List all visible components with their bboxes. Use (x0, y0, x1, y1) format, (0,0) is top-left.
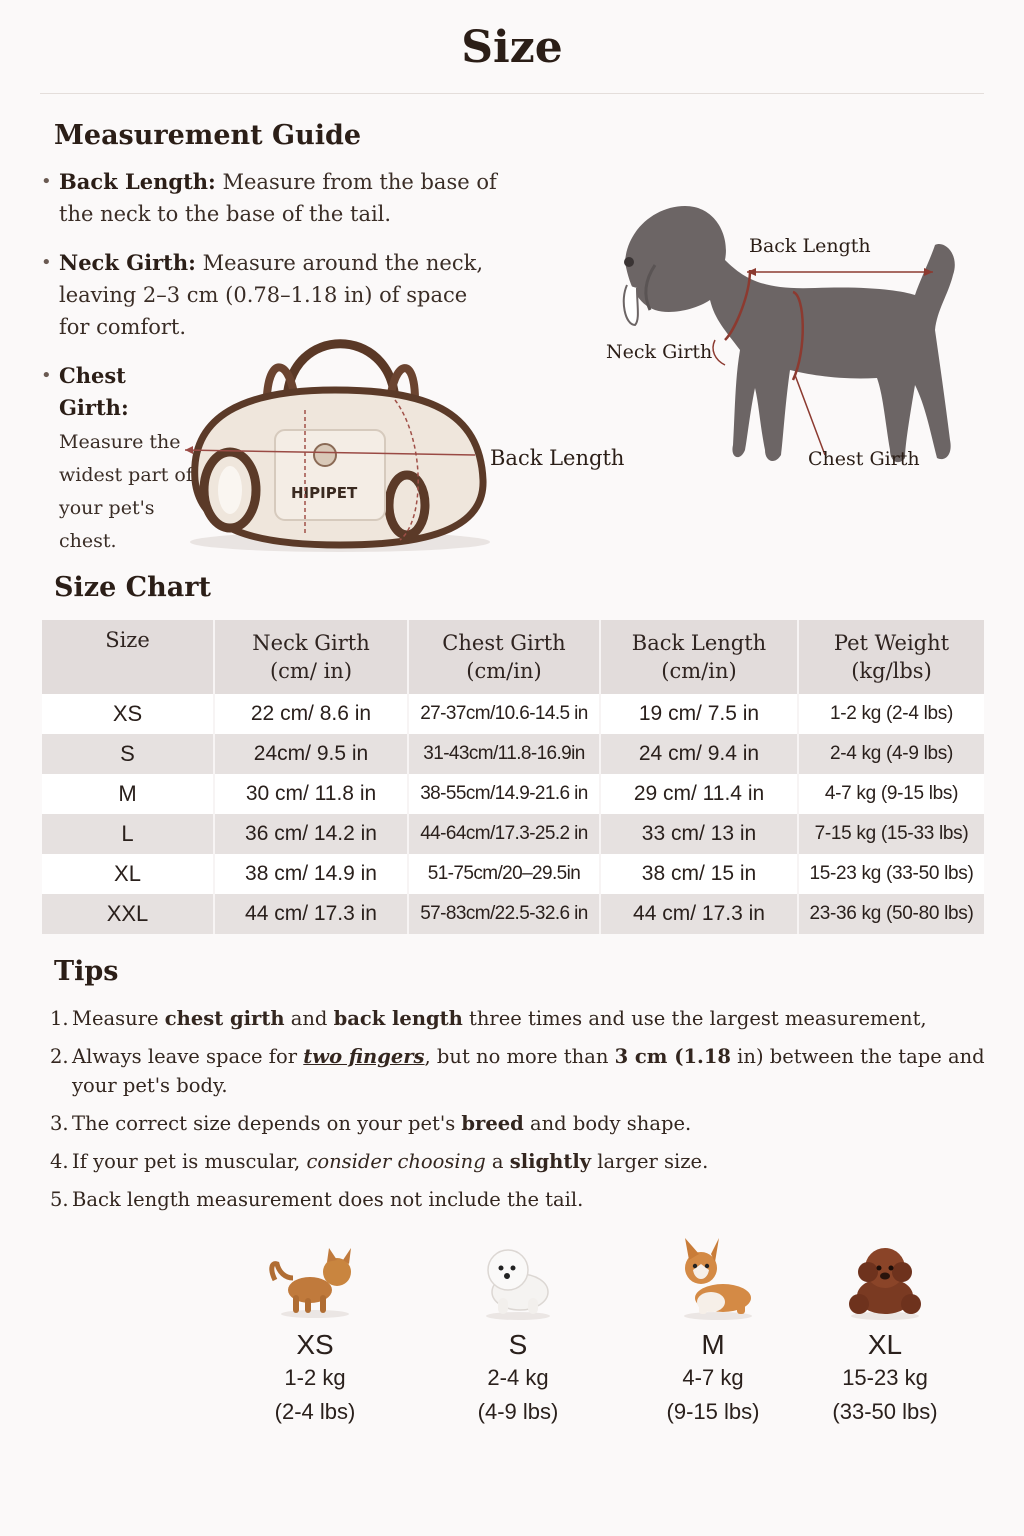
tip-text: in) between the tape and your pet's body. (72, 1045, 985, 1097)
column-name: Chest Girth (442, 631, 566, 655)
tip-item (50, 1004, 990, 1033)
tip-emphasis: back length (333, 1007, 463, 1030)
column-unit: (cm/in) (661, 659, 737, 683)
table-row (42, 854, 984, 894)
column-name: Back Length (631, 631, 767, 655)
cell-size: XXL (42, 894, 214, 934)
cell-back: 24 cm/ 9.4 in (600, 734, 798, 774)
tips-heading: Tips (54, 956, 119, 987)
measurement-guide-heading: Measurement Guide (54, 120, 362, 151)
table-header-row (42, 620, 984, 694)
cell-weight: 7-15 kg (15-33 lbs) (798, 814, 984, 854)
carrier-back-length-label: Back Length (490, 446, 625, 470)
table-row (42, 814, 984, 854)
bullet-icon: • (41, 252, 52, 273)
tips-list (50, 1004, 990, 1223)
pet-lbs-label: (33-50 lbs) (832, 1399, 938, 1424)
size-chart-heading: Size Chart (54, 572, 211, 603)
tip-number: 2. (50, 1045, 69, 1068)
column-name: Neck Girth (252, 631, 370, 655)
cell-size: M (42, 774, 214, 814)
tip-text: The correct size depends on your pet's (72, 1112, 462, 1135)
pet-kg-label: 2-4 kg (487, 1365, 549, 1390)
tip-emphasis: 3 cm (1.18 (614, 1045, 731, 1068)
dog-chest-girth-label: Chest Girth (808, 448, 920, 470)
page-title: Size (461, 22, 563, 73)
bullet-icon: • (41, 171, 52, 192)
bullet-icon: • (41, 365, 52, 386)
bichon-icon (468, 1240, 568, 1320)
title-divider (40, 93, 984, 94)
tip-emphasis: chest girth (164, 1007, 285, 1030)
guide-text: Measure around the neck, leaving 2–3 cm (0.78–1.18 in) of space for comfort. (59, 251, 484, 339)
tip-number: 5. (50, 1188, 69, 1211)
tip-emphasis: breed (461, 1112, 524, 1135)
tip-item (50, 1185, 990, 1214)
cell-weight: 1-2 kg (2-4 lbs) (798, 694, 984, 734)
pet-size-xs (240, 1240, 390, 1429)
table-row (42, 734, 984, 774)
pet-lbs-label: (2-4 lbs) (274, 1399, 356, 1424)
cell-size: XL (42, 854, 214, 894)
guide-item-neck-girth (41, 247, 499, 343)
tip-text: a (485, 1150, 510, 1173)
cell-weight: 23-36 kg (50-80 lbs) (798, 894, 984, 934)
cell-size: XS (42, 694, 214, 734)
cell-back: 33 cm/ 13 in (600, 814, 798, 854)
tip-number: 3. (50, 1112, 69, 1135)
cell-back: 38 cm/ 15 in (600, 854, 798, 894)
cell-neck: 22 cm/ 8.6 in (214, 694, 408, 734)
cell-chest: 38-55cm/14.9-21.6 in (408, 774, 600, 814)
column-name: Size (105, 628, 150, 652)
pet-kg-label: 4-7 kg (682, 1365, 744, 1390)
cell-back: 19 cm/ 7.5 in (600, 694, 798, 734)
cell-weight: 4-7 kg (9-15 lbs) (798, 774, 984, 814)
guide-text: Measure from the base of the neck to the base of the tail. (59, 170, 497, 226)
cell-chest: 57-83cm/22.5-32.6 in (408, 894, 600, 934)
corgi-icon (663, 1236, 763, 1320)
cell-neck: 30 cm/ 11.8 in (214, 774, 408, 814)
tip-text: larger size. (591, 1150, 709, 1173)
cell-chest: 44-64cm/17.3-25.2 in (408, 814, 600, 854)
tip-item (50, 1109, 990, 1138)
pet-size-label: XS (296, 1329, 334, 1360)
cell-neck: 38 cm/ 14.9 in (214, 854, 408, 894)
cell-size: L (42, 814, 214, 854)
guide-text: Measure the widest part of your pet's chest. (59, 431, 193, 552)
tip-item (50, 1042, 990, 1100)
tip-text: and (284, 1007, 334, 1030)
carrier-bag-illustration (175, 330, 505, 560)
column-unit: (cm/ in) (269, 659, 353, 683)
column-name: Pet Weight (833, 631, 950, 655)
cell-neck: 24cm/ 9.5 in (214, 734, 408, 774)
column-header-size (42, 620, 214, 694)
dog-neck-girth-label: Neck Girth (606, 341, 713, 363)
cell-chest: 51-75cm/20–29.5in (408, 854, 600, 894)
kitten-icon (265, 1240, 365, 1320)
pet-kg-label: 1-2 kg (284, 1365, 346, 1390)
pet-size-label: M (701, 1329, 725, 1360)
pet-size-label: S (508, 1329, 528, 1360)
table-row (42, 694, 984, 734)
cell-weight: 15-23 kg (33-50 lbs) (798, 854, 984, 894)
pet-size-m (638, 1236, 788, 1429)
tip-text: Back length measurement does not include the tail. (72, 1188, 584, 1211)
carrier-brand-label: HIPIPET (291, 484, 358, 502)
dog-back-length-label: Back Length (749, 235, 871, 257)
poodle-icon (835, 1238, 935, 1320)
guide-term: Neck Girth: (59, 250, 196, 275)
tip-emphasis: consider choosing (306, 1150, 486, 1173)
cell-neck: 36 cm/ 14.2 in (214, 814, 408, 854)
tip-item (50, 1147, 990, 1176)
table-row (42, 894, 984, 934)
cell-size: S (42, 734, 214, 774)
column-header-chest-girth (408, 620, 600, 694)
column-header-pet-weight (798, 620, 984, 694)
tip-text: Always leave space for (72, 1045, 304, 1068)
tip-text: , but no more than (424, 1045, 615, 1068)
tip-emphasis: slightly (509, 1150, 592, 1173)
pet-lbs-label: (9-15 lbs) (666, 1399, 760, 1424)
pet-kg-label: 15-23 kg (842, 1365, 928, 1390)
cell-neck: 44 cm/ 17.3 in (214, 894, 408, 934)
column-header-neck-girth (214, 620, 408, 694)
tip-emphasis: two fingers (303, 1045, 425, 1068)
pet-size-label: XL (867, 1329, 903, 1360)
cell-chest: 31-43cm/11.8-16.9in (408, 734, 600, 774)
table-row (42, 774, 984, 814)
guide-item-back-length (41, 166, 519, 230)
cell-back: 29 cm/ 11.4 in (600, 774, 798, 814)
cell-chest: 27-37cm/10.6-14.5 in (408, 694, 600, 734)
cell-weight: 2-4 kg (4-9 lbs) (798, 734, 984, 774)
guide-term: Chest Girth: (59, 363, 129, 420)
pet-lbs-label: (4-9 lbs) (477, 1399, 559, 1424)
cell-back: 44 cm/ 17.3 in (600, 894, 798, 934)
tip-number: 1. (50, 1007, 69, 1030)
tip-text: If your pet is muscular, (72, 1150, 307, 1173)
column-header-back-length (600, 620, 798, 694)
column-unit: (cm/in) (466, 659, 542, 683)
size-chart-table (42, 620, 984, 934)
tip-text: and body shape. (523, 1112, 692, 1135)
tip-text: Measure (72, 1007, 165, 1030)
pet-size-s (443, 1240, 593, 1429)
column-unit: (kg/lbs) (851, 659, 932, 683)
tip-text: three times and use the largest measurement, (462, 1007, 927, 1030)
pet-size-xl (810, 1238, 960, 1429)
guide-term: Back Length: (59, 169, 216, 194)
tip-number: 4. (50, 1150, 69, 1173)
